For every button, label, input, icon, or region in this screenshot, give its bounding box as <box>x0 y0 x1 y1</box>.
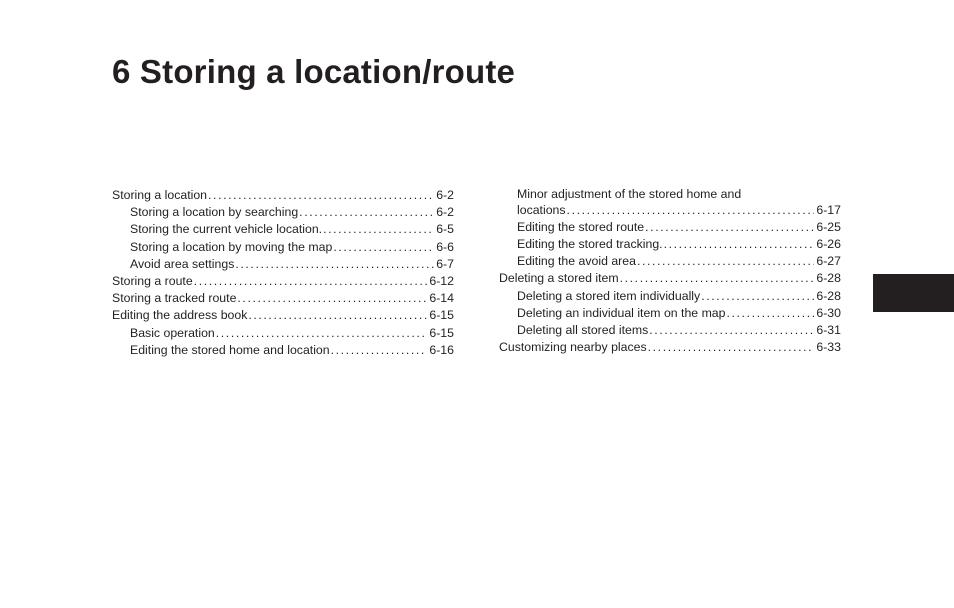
toc-entry-minor-adjustment[interactable] <box>499 187 841 219</box>
toc-page-number: 6-30 <box>816 305 841 320</box>
toc-page-number: 6-14 <box>429 291 454 306</box>
toc-page-number: 6-6 <box>436 239 454 254</box>
toc-page-number: 6-26 <box>816 236 841 251</box>
toc-page-number: 6-33 <box>816 340 841 355</box>
dot-leader <box>727 305 815 322</box>
toc-entry-label: Storing a location by searching <box>130 205 299 220</box>
toc-page-number: 6-25 <box>816 219 841 234</box>
dot-leader <box>235 256 434 273</box>
toc-entry-deleting-item-individually[interactable] <box>499 288 841 305</box>
toc-page-number: 6-15 <box>429 325 454 340</box>
toc-page-number: 6-2 <box>436 188 454 202</box>
toc-entry-label: Deleting an individual item on the map <box>517 305 726 320</box>
dot-leader <box>194 273 428 290</box>
toc-page-number: 6-28 <box>816 288 841 303</box>
dot-leader <box>567 202 815 219</box>
toc-entry-label: Storing a location <box>112 188 208 202</box>
toc-page-number: 6-15 <box>429 308 454 323</box>
toc-entry-editing-stored-home-and-location[interactable] <box>112 342 454 359</box>
toc-entry-label: Avoid area settings <box>130 256 235 271</box>
toc-entry-editing-stored-tracking[interactable] <box>499 236 841 253</box>
toc-entry-label: Editing the stored home and location <box>130 342 330 357</box>
toc-page-number: 6-7 <box>436 256 454 271</box>
toc-entry-label: Storing a tracked route <box>112 291 237 306</box>
toc-entry-deleting-stored-item[interactable] <box>499 270 841 287</box>
dot-leader <box>299 204 434 221</box>
dot-leader <box>701 288 814 305</box>
toc-entry-label: Storing the current vehicle location. <box>130 222 323 237</box>
dot-leader <box>620 270 815 287</box>
toc-entry-label: Editing the stored tracking. <box>517 236 663 251</box>
dot-leader <box>649 322 814 339</box>
dot-leader <box>645 219 814 236</box>
dot-leader <box>333 239 434 256</box>
dot-leader <box>237 290 427 307</box>
toc-entry-label: Deleting all stored items <box>517 322 649 337</box>
dot-leader <box>637 253 814 270</box>
toc-entry-editing-address-book[interactable] <box>112 307 454 324</box>
toc-page-number: 6-31 <box>816 322 841 337</box>
dot-leader <box>216 325 428 342</box>
dot-leader <box>248 307 427 324</box>
toc-entry-label: Editing the address book <box>112 308 248 323</box>
toc-entry-label: Editing the stored route <box>517 219 645 234</box>
dot-leader <box>664 236 815 253</box>
toc-entry-editing-stored-route[interactable] <box>499 219 841 236</box>
toc-page-number: 6-17 <box>816 202 841 217</box>
toc-entry-storing-a-tracked-route[interactable] <box>112 290 454 307</box>
dot-leader <box>648 339 815 356</box>
toc-entry-label-line1: Minor adjustment of the stored home and <box>517 187 742 201</box>
toc-page-number: 6-2 <box>436 205 454 220</box>
toc-page-number: 6-5 <box>436 222 454 237</box>
toc-entry-label: Storing a location by moving the map <box>130 239 333 254</box>
chapter-title: 6 Storing a location/route <box>112 53 516 90</box>
toc-entry-editing-avoid-area[interactable] <box>499 253 841 270</box>
toc-entry-label: Deleting a stored item <box>499 271 619 286</box>
toc-left-column <box>112 187 454 359</box>
toc-entry-storing-by-searching[interactable] <box>112 204 454 221</box>
toc-entry-label: locations <box>517 202 566 217</box>
chapter-thumb-tab <box>873 274 954 312</box>
toc-entry-basic-operation[interactable] <box>112 325 454 342</box>
toc-entry-deleting-all-items[interactable] <box>499 322 841 339</box>
toc-entry-label: Deleting a stored item individually <box>517 288 701 303</box>
toc-entry-storing-current-vehicle-location[interactable] <box>112 221 454 238</box>
toc-entry-label: Customizing nearby places <box>499 340 647 355</box>
toc-entry-storing-a-location[interactable] <box>112 187 454 204</box>
dot-leader <box>331 342 428 359</box>
toc-entry-avoid-area-settings[interactable] <box>112 256 454 273</box>
dot-leader <box>323 221 434 238</box>
toc-entry-label: Basic operation <box>130 325 215 340</box>
toc-entry-storing-a-route[interactable] <box>112 273 454 290</box>
dot-leader <box>208 187 434 204</box>
toc-page-number: 6-28 <box>816 271 841 286</box>
toc-right-column <box>499 187 841 356</box>
toc-page-number: 6-27 <box>816 254 841 269</box>
toc-entry-storing-by-moving-map[interactable] <box>112 239 454 256</box>
toc-page-number: 6-12 <box>429 273 454 288</box>
toc-page-number: 6-16 <box>429 342 454 357</box>
toc-entry-deleting-item-on-map[interactable] <box>499 305 841 322</box>
toc-entry-label: Storing a route <box>112 273 193 288</box>
toc-entry-label: Editing the avoid area <box>517 254 636 269</box>
toc-entry-customizing-nearby-places[interactable] <box>499 339 841 356</box>
